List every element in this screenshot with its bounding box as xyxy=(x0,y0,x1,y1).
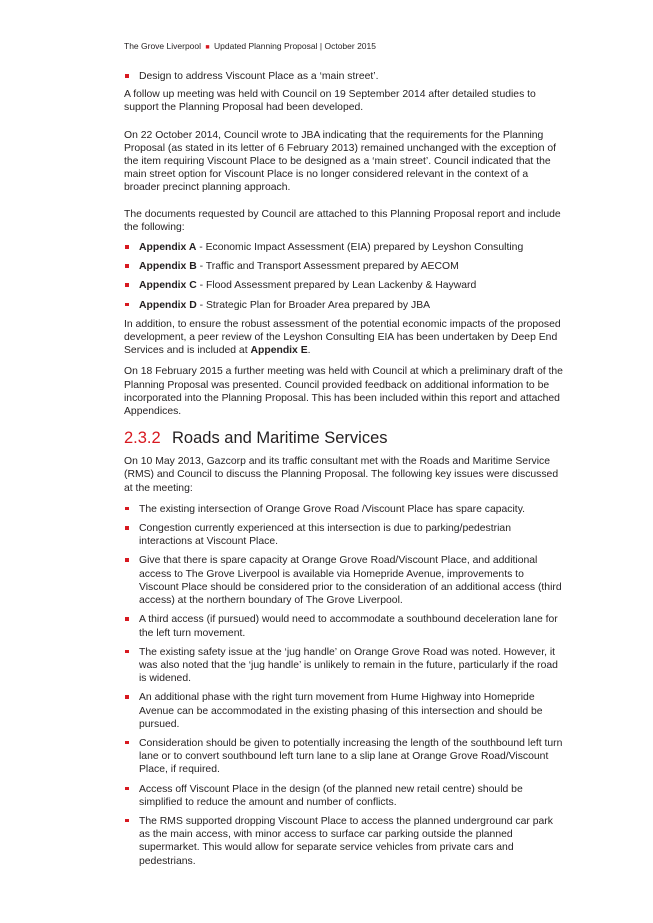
appendix-description: - Traffic and Transport Assessment prepared by AECOM xyxy=(196,261,459,273)
list-item: The existing safety issue at the ‘jug handle’ on Orange Grove Road was noted. However, it was also noted that the ‘jug handle’ is unlikely to remain in the future, particularly if the road is widened. xyxy=(124,646,564,686)
list-item: A third access (if pursued) would need to accommodate a southbound deceleration lane for the left turn movement. xyxy=(124,613,564,639)
list-item: Congestion currently experienced at this intersection is due to parking/pedestrian interactions at Viscount Place. xyxy=(124,522,564,548)
carry-over-bullet-list xyxy=(124,70,564,83)
list-item xyxy=(124,299,564,312)
header-document-title: The Grove Liverpool xyxy=(124,41,202,51)
section-heading xyxy=(124,428,564,448)
list-item: Consideration should be given to potentially increasing the length of the southbound left turn lane or to convert southbound left turn lane to a slip lane at Orange Grove Road/Viscount Place, if required. xyxy=(124,737,564,777)
section-title: Roads and Maritime Services xyxy=(172,429,388,448)
paragraph-follow-up-meeting: A follow up meeting was held with Council on 19 September 2014 after detailed studies to support the Planning Proposal had been developed. xyxy=(124,89,536,114)
list-item xyxy=(124,260,564,273)
appendix-list xyxy=(124,241,564,312)
header-date: October 2015 xyxy=(324,41,376,51)
paragraph-peer-review xyxy=(124,318,564,358)
header-separator-square: ■ xyxy=(205,44,210,51)
appendix-label: Appendix A xyxy=(139,242,197,254)
appendix-label: Appendix B xyxy=(139,261,197,273)
paragraph-documents-requested: The documents requested by Council are attached to this Planning Proposal report and include the following: xyxy=(124,208,561,233)
peer-review-end: . xyxy=(307,345,311,357)
appendix-e-reference: Appendix E xyxy=(250,345,308,357)
header-report-title: Updated Planning Proposal xyxy=(214,41,318,51)
list-item: Design to address Viscount Place as a ‘main street’. xyxy=(124,70,564,83)
list-item: An additional phase with the right turn movement from Hume Highway into Homepride Avenue can be accommodated in the existing phasing of this intersection and should be pursued. xyxy=(124,691,564,731)
list-item: Access off Viscount Place in the design (of the planned new retail centre) should be simplified to reduce the amount and number of conflicts. xyxy=(124,783,564,809)
appendix-label: Appendix C xyxy=(139,280,197,292)
header-divider: | xyxy=(319,41,323,51)
appendix-description: - Strategic Plan for Broader Area prepared by JBA xyxy=(196,299,431,311)
rms-issue-list xyxy=(124,503,564,868)
appendix-description: - Flood Assessment prepared by Lean Lackenby & Hayward xyxy=(196,280,477,292)
paragraph-february-meeting: On 18 February 2015 a further meeting was held with Council at which a preliminary draft of the Planning Proposal was presented. Council provided feedback on additional information to be incorporated into the Planning Proposal. This has been included within this report and attached Appendices. xyxy=(124,366,563,418)
list-item xyxy=(124,241,564,254)
paragraph-council-letter: On 22 October 2014, Council wrote to JBA indicating that the requirements for the Planning Proposal (as stated in its letter of 6 February 2013) remained unchanged with the exception of the item requiring Viscount Place to be designed as a ‘main street’. Council indicated that the main street option for Viscount Place is no longer considered relevant in the context of a broader precinct planning approach. xyxy=(124,129,557,194)
appendix-description: - Economic Impact Assessment (EIA) prepared by Leyshon Consulting xyxy=(196,242,524,254)
paragraph-rms-meeting: On 10 May 2013, Gazcorp and its traffic consultant met with the Roads and Maritime Service (RMS) and Council to discuss the Planning Proposal. The following key issues were discussed at the meeting: xyxy=(124,456,559,494)
list-item: The existing intersection of Orange Grove Road /Viscount Place has spare capacity. xyxy=(124,503,564,516)
running-header xyxy=(124,40,564,54)
peer-review-text: In addition, to ensure the robust assessment of the potential economic impacts of the proposed development, a peer review of the Leyshon Consulting EIA has been undertaken by Deep End Services and is included at xyxy=(124,318,561,357)
document-page xyxy=(124,40,564,868)
appendix-label: Appendix D xyxy=(139,299,197,311)
list-item: Give that there is spare capacity at Orange Grove Road/Viscount Place, and additional access to The Grove Liverpool is available via Homepride Avenue, improvements to Viscount Place should be considered prior to the consideration of an additional access (third access) at the northern boundary of The Grove Liverpool. xyxy=(124,554,564,607)
section-number: 2.3.2 xyxy=(124,429,161,448)
list-item xyxy=(124,279,564,292)
list-item: The RMS supported dropping Viscount Place to access the planned underground car park as the main access, with minor access to surface car parking outside the planned supermarket. This would allow for separate service vehicles from private cars and pedestrians. xyxy=(124,815,564,868)
